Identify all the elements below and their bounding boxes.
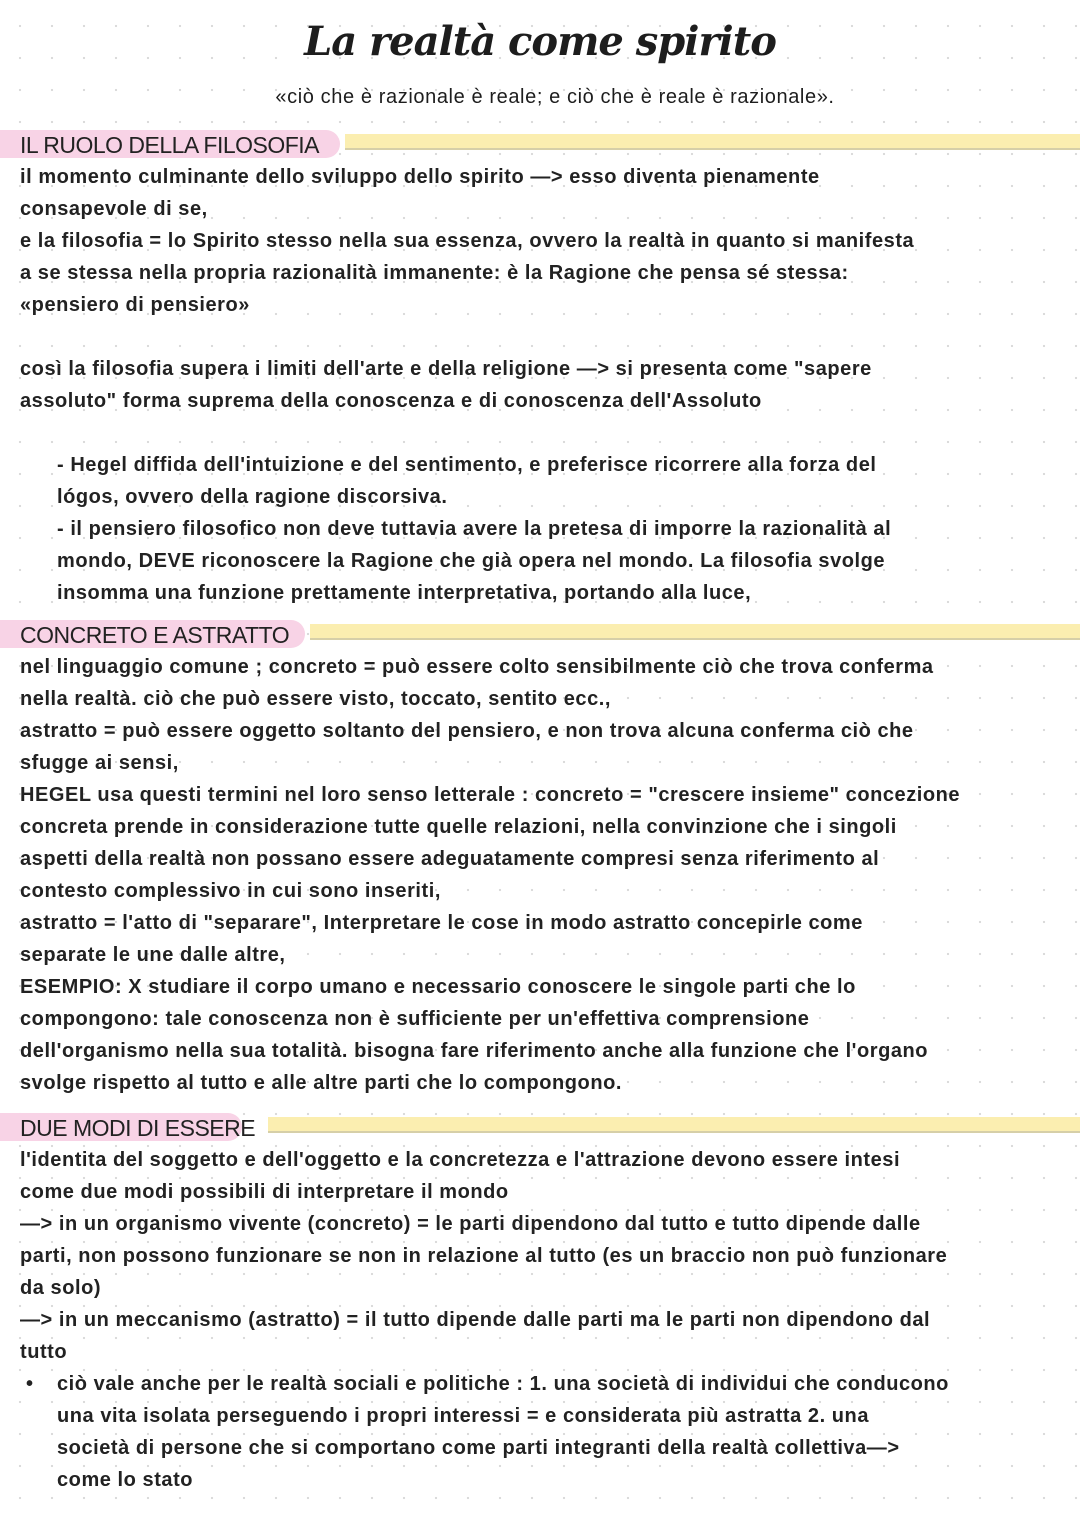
text-line: lógos, ovvero della ragione discorsiva. [57, 486, 448, 508]
text-line: da solo) [20, 1277, 102, 1299]
text-line [0, 1368, 1080, 1400]
text-line: assoluto" forma suprema della conoscenza e di conoscenza dell'Assoluto [20, 390, 762, 412]
text-line: come lo stato [57, 1469, 194, 1491]
section-heading [0, 1113, 1080, 1143]
text-line: tutto [20, 1341, 68, 1363]
hegel-quote: «ciò che è razionale è reale; e ciò che è reale è razionale». [275, 86, 835, 108]
text-line: astratto = l'atto di "separare", Interpretare le cose in modo astratto concepirle come [20, 912, 863, 934]
heading-divider [310, 624, 1080, 640]
blank-line [0, 321, 1080, 353]
text-line: —> in un meccanismo (astratto) = il tutto dipende dalle parti ma le parti non dipendono dal [20, 1309, 931, 1331]
text-line: dell'organismo nella sua totalità. bisogna fare riferimento anche alla funzione che l'organo [20, 1040, 929, 1062]
text-line: HEGEL usa questi termini nel loro senso letterale : concreto = "crescere insieme" concezione [20, 784, 961, 806]
bullet-icon: • [26, 1373, 34, 1395]
text-line: - il pensiero filosofico non deve tuttavia avere la pretesa di imporre la razionalità al [57, 518, 892, 540]
section-body [0, 651, 1080, 1099]
text-line: nel linguaggio comune ; concreto = può essere colto sensibilmente ciò che trova conferma [20, 656, 934, 678]
section-heading [0, 130, 1080, 160]
text-line: l'identita del soggetto e dell'oggetto e la concretezza e l'attrazione devono essere intesi [20, 1149, 901, 1171]
text-line: così la filosofia supera i limiti dell'arte e della religione —> si presenta come "sapere [20, 358, 872, 380]
blank-line [0, 417, 1080, 449]
text-line: - Hegel diffida dell'intuizione e del sentimento, e preferisce ricorrere alla forza del [57, 454, 877, 476]
bullet-text: ciò vale anche per le realtà sociali e politiche : 1. una società di individui che conducono [57, 1373, 949, 1395]
text-line: nella realtà. ciò che può essere visto, toccato, sentito ecc., [20, 688, 611, 710]
section-heading-text: CONCRETO E ASTRATTO [20, 622, 290, 648]
section-heading-text: DUE MODI DI ESSERE [20, 1115, 256, 1141]
section-heading [0, 620, 1080, 650]
text-line: svolge rispetto al tutto e alle altre parti che lo compongono. [20, 1072, 622, 1094]
section-body [0, 1144, 1080, 1496]
text-line: e la filosofia = lo Spirito stesso nella sua essenza, ovvero la realtà in quanto si manifesta [20, 230, 915, 252]
section-heading-text: IL RUOLO DELLA FILOSOFIA [20, 132, 320, 158]
text-line: parti, non possono funzionare se non in relazione al tutto (es un braccio non può funzionare [20, 1245, 948, 1267]
text-line: compongono: tale conoscenza non è sufficiente per un'effettiva comprensione [20, 1008, 810, 1030]
text-line: ESEMPIO: X studiare il corpo umano e necessario conoscere le singole parti che lo [20, 976, 856, 998]
text-line: concreta prende in considerazione tutte quelle relazioni, nella convinzione che i singoli [20, 816, 897, 838]
text-line: mondo, DEVE riconoscere la Ragione che già opera nel mondo. La filosofia svolge [57, 550, 886, 572]
text-line: aspetti della realtà non possano essere adeguatamente compresi senza riferimento al [20, 848, 880, 870]
text-line: come due modi possibili di interpretare il mondo [20, 1181, 509, 1203]
text-line: —> in un organismo vivente (concreto) = le parti dipendono dal tutto e tutto dipende dalle [20, 1213, 921, 1235]
text-line: astratto = può essere oggetto soltanto del pensiero, e non trova alcuna conferma ciò che [20, 720, 914, 742]
text-line: a se stessa nella propria razionalità immanente: è la Ragione che pensa sé stessa: [20, 262, 849, 284]
page-title: La realtà come spirito [304, 18, 776, 65]
text-line: il momento culminante dello sviluppo dello spirito —> esso diventa pienamente [20, 166, 820, 188]
text-line: una vita isolata perseguendo i propri interessi = e considerata più astratta 2. una [57, 1405, 869, 1427]
text-line: sfugge ai sensi, [20, 752, 179, 774]
text-line: «pensiero di pensiero» [20, 294, 250, 316]
text-line: consapevole di se, [20, 198, 208, 220]
heading-divider [345, 134, 1080, 150]
text-line: separate le une dalle altre, [20, 944, 286, 966]
text-line: insomma una funzione prettamente interpretativa, portando alla luce, [57, 582, 752, 604]
text-line: società di persone che si comportano come parti integranti della realtà collettiva—> [57, 1437, 900, 1459]
text-line: contesto complessivo in cui sono inseriti, [20, 880, 441, 902]
section-body [0, 161, 1080, 609]
heading-divider [268, 1117, 1080, 1133]
